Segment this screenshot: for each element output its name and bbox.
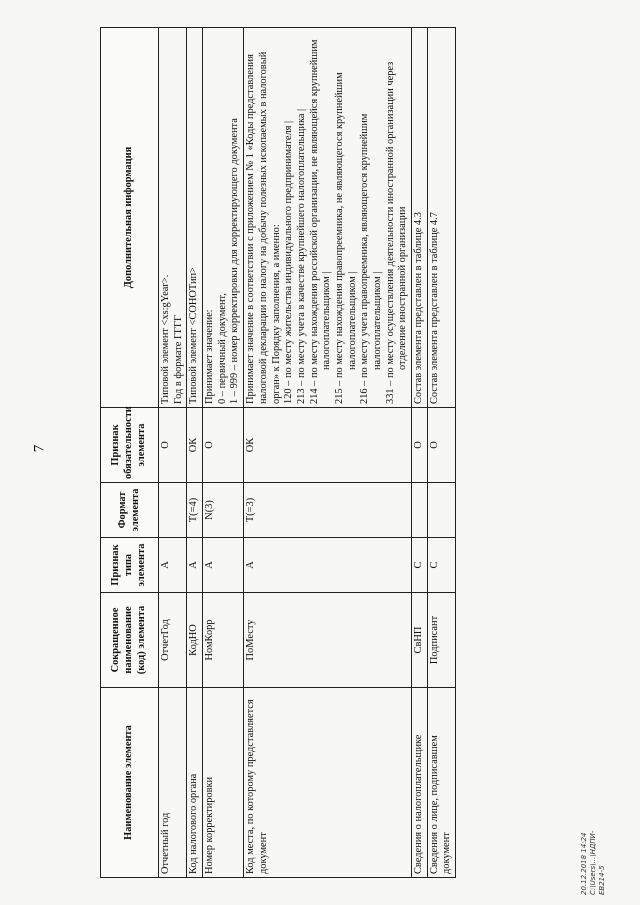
header-required: Признак обязательности элемента — [101, 408, 159, 483]
cell-name: Сведения о лице, подписавшем документ — [427, 688, 455, 878]
cell-code: НомКорр — [203, 593, 244, 688]
cell-format: T(=4) — [187, 483, 203, 538]
table-row — [159, 28, 187, 878]
cell-type: А — [203, 538, 244, 593]
info-line: Принимает значение в соответствии с приложением № 1 «Коды представления налоговой декларации по налогу на добычу полезных ископаемых в налоговый орган» к Порядку заполнения, а именно: — [245, 51, 282, 404]
cell-type: А — [244, 538, 412, 593]
cell-type: С — [427, 538, 455, 593]
cell-format: T(=3) — [244, 483, 412, 538]
cell-info — [187, 28, 203, 408]
table-row — [244, 28, 412, 878]
cell-format — [159, 483, 187, 538]
cell-name: Номер корректировки — [203, 688, 244, 878]
cell-info — [427, 28, 455, 408]
info-line: 120 – по месту жительства индивидуального предпринимателя | — [283, 120, 295, 404]
cell-code: Подписант — [427, 593, 455, 688]
cell-required: О — [203, 408, 244, 483]
cell-format — [412, 483, 428, 538]
info-line: 0 – первичный документ, — [216, 293, 228, 404]
cell-name: Сведения о налогоплательщике — [412, 688, 428, 878]
cell-code: СвНП — [412, 593, 428, 688]
info-line: Состав элемента представлен в таблице 4.7 — [428, 212, 440, 404]
info-line: 215 – по месту нахождения правопреемника, не являющегося крупнейшим налогоплательщиком | — [333, 72, 358, 404]
header-name: Наименование элемента — [101, 688, 159, 878]
info-line: Состав элемента представлен в таблице 4.3 — [413, 212, 425, 404]
table-row — [187, 28, 203, 878]
cell-code: ПоМесту — [244, 593, 412, 688]
print-footer-path: C:\Users\...\НДПИ-ЕВ214-5 — [588, 830, 606, 895]
info-line: 216 – по месту учета правопреемника, являющегося крупнейшим налогоплательщиком | — [359, 113, 383, 404]
print-footer-date: 20.12.2018 14:24 — [580, 832, 588, 895]
cell-type: С — [412, 538, 428, 593]
header-type: Признак типа элемента — [101, 538, 159, 593]
info-line: Принимает значение: — [204, 309, 216, 404]
cell-type: А — [159, 538, 187, 593]
cell-name: Отчетный год — [159, 688, 187, 878]
cell-info — [203, 28, 244, 408]
cell-info — [159, 28, 187, 408]
info-line: 1 – 999 – номер корректировки для корректирующего документа — [229, 118, 241, 404]
info-line: Год в формате ГГГГ — [172, 315, 184, 404]
info-line: 214 – по месту нахождения российской организации, не являющейся крупнейшим налогоплательщиком | — [308, 39, 333, 404]
info-line: Типовой элемент <xs:gYear>. — [160, 274, 171, 404]
cell-code: ОтчетГод — [159, 593, 187, 688]
cell-info — [412, 28, 428, 408]
cell-required: О — [412, 408, 428, 483]
cell-format: N(3) — [203, 483, 244, 538]
cell-format — [427, 483, 455, 538]
cell-type: А — [187, 538, 203, 593]
cell-required: ОК — [244, 408, 412, 483]
cell-name: Код места, по которому представляется документ — [244, 688, 412, 878]
info-line: Типовой элемент <СОНОТип> — [188, 267, 200, 404]
header-code: Сокращенное наименование (код) элемента — [101, 593, 159, 688]
table-row — [412, 28, 428, 878]
elements-table — [100, 27, 456, 878]
page-number: 7 — [31, 444, 48, 453]
print-footer — [580, 831, 606, 895]
cell-required: ОК — [187, 408, 203, 483]
table-header-row — [101, 28, 159, 878]
table-row — [427, 28, 455, 878]
cell-required: О — [159, 408, 187, 483]
table-row — [203, 28, 244, 878]
info-line: 331 – по месту осуществления деятельности иностранной организации через отделение иностранной организации — [384, 61, 409, 404]
cell-info — [244, 28, 412, 408]
header-format: Формат элемента — [101, 483, 159, 538]
rotated-table-container — [100, 28, 530, 878]
cell-required: О — [427, 408, 455, 483]
header-info: Дополнительная информация — [101, 28, 159, 408]
cell-code: КодНО — [187, 593, 203, 688]
info-line: 213 – по месту учета в качестве крупнейшего налогоплательщика | — [295, 108, 307, 404]
cell-name: Код налогового органа — [187, 688, 203, 878]
